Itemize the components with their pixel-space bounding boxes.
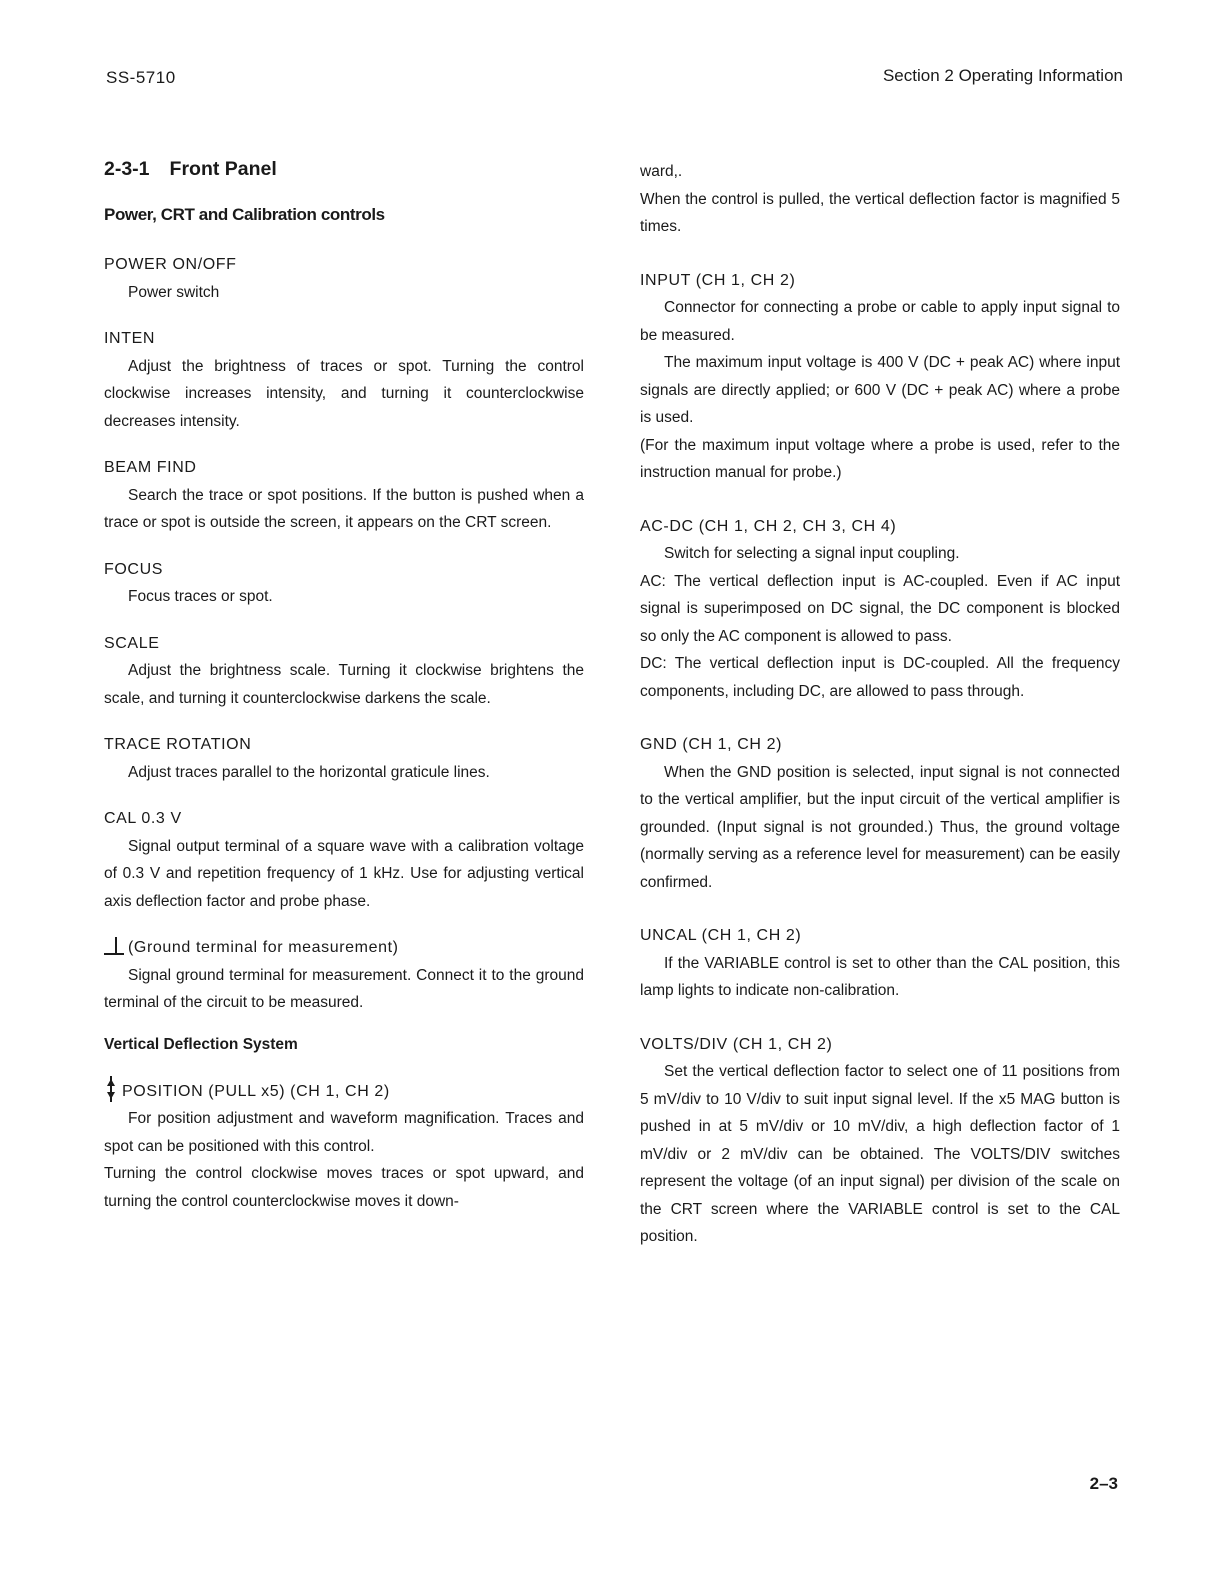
entry-term: VOLTS/DIV (CH 1, CH 2)	[640, 1035, 833, 1053]
entry-gnd	[640, 731, 1120, 896]
entry-body: If the VARIABLE control is set to other than the CAL position, this lamp lights to indicate non-calibration.	[640, 954, 1120, 999]
entry-body: Set the vertical deflection factor to select one of 11 positions from 5 mV/div to 10 V/div to suit input signal level. If the x5 MAG button is pushed in at 5 mV/div or 10 mV/div, a high deflection factor of 1 mV/div or 2 mV/div can be obtained. The VOLTS/DIV switches represent the voltage (of an input signal) per division of the scale on the CRT screen where the VARIABLE control is set to the CAL position.	[640, 1063, 1120, 1245]
entry-body: Switch for selecting a signal input coupling.	[664, 545, 960, 562]
entry-body: Adjust traces parallel to the horizontal graticule lines.	[128, 763, 490, 781]
entry-continuation	[640, 158, 1120, 241]
entry-cal	[104, 805, 584, 915]
entry-term: INTEN	[104, 330, 155, 347]
entry-body: DC: The vertical deflection input is DC-coupled. All the frequency components, including DC, are allowed to pass through.	[640, 655, 1120, 700]
entry-acdc	[640, 513, 1120, 706]
section-heading	[104, 158, 584, 181]
continuation-text: When the control is pulled, the vertical deflection factor is magnified 5 times.	[640, 190, 1120, 235]
entry-inten	[104, 325, 584, 435]
entry-term: TRACE ROTATION	[104, 736, 252, 753]
entry-ground	[104, 934, 584, 1017]
entry-body: Turning the control clockwise moves traces or spot upward, and turning the control counterclockwise moves it down-	[104, 1165, 584, 1210]
entry-term: POWER ON/OFF	[104, 256, 237, 273]
entry-term: SCALE	[104, 634, 160, 652]
entry-position	[104, 1076, 584, 1216]
entry-body: Adjust the brightness scale. Turning it clockwise brightens the scale, and turning it counterclockwise darkens the scale.	[104, 662, 584, 707]
entry-body: The maximum input voltage is 400 V (DC + peak AC) where input signals are directly applied; or 600 V (DC + peak AC) where a probe is used.	[640, 354, 1120, 426]
entry-volts-div	[640, 1031, 1120, 1251]
entry-body: Signal ground terminal for measurement. Connect it to the ground terminal of the circuit to be measured.	[104, 966, 584, 1011]
entry-body: When the GND position is selected, input signal is not connected to the vertical amplifier, but the input circuit of the vertical amplifier is grounded. (Input signal is not grounded.) Thus, the ground voltage (normally serving as a reference level for measurement) can be easily confirmed.	[640, 763, 1120, 891]
entry-body: Signal output terminal of a square wave with a calibration voltage of 0.3 V and repetition frequency of 1 kHz. Use for adjusting vertical axis deflection factor and probe phase.	[104, 837, 584, 910]
position-arrows-icon	[104, 1076, 118, 1102]
vertical-heading: Vertical Deflection System	[104, 1035, 298, 1053]
entry-trace-rotation	[104, 731, 584, 786]
entry-body: Search the trace or spot positions. If the button is pushed when a trace or spot is outside the screen, it appears on the CRT screen.	[104, 486, 584, 531]
section-number: 2-3-1	[104, 158, 150, 180]
continuation-text: ward,.	[640, 163, 683, 180]
right-column	[640, 158, 1120, 1270]
ground-symbol-icon	[104, 937, 124, 955]
entry-term-row	[104, 1076, 584, 1106]
entry-term: POSITION (PULL x5) (CH 1, CH 2)	[122, 1082, 390, 1100]
entry-term: BEAM FIND	[104, 459, 197, 476]
entry-term: FOCUS	[104, 560, 163, 578]
entry-term: (Ground terminal for measurement)	[128, 939, 399, 956]
entry-body: For position adjustment and waveform magnification. Traces and spot can be positioned with this control.	[104, 1110, 584, 1155]
entry-beam-find	[104, 454, 584, 537]
entry-body: Power switch	[128, 283, 220, 301]
entry-term-row	[104, 934, 584, 962]
entry-body: (For the maximum input voltage where a probe is used, refer to the instruction manual for probe.)	[640, 436, 1120, 481]
entry-term: CAL 0.3 V	[104, 810, 182, 827]
entry-power	[104, 251, 584, 306]
entry-body: Focus traces or spot.	[128, 588, 273, 605]
entry-term: GND (CH 1, CH 2)	[640, 736, 783, 753]
entry-term: INPUT (CH 1, CH 2)	[640, 271, 796, 289]
entry-term: UNCAL (CH 1, CH 2)	[640, 927, 802, 944]
entry-term: AC-DC (CH 1, CH 2, CH 3, CH 4)	[640, 517, 897, 535]
entry-body: Connector for connecting a probe or cable to apply input signal to be measured.	[640, 299, 1120, 344]
entry-focus	[104, 556, 584, 611]
entry-uncal	[640, 922, 1120, 1005]
entry-input	[640, 267, 1120, 487]
page-number: 2–3	[1089, 1474, 1118, 1493]
left-column	[104, 158, 584, 1234]
subheading: Power, CRT and Calibration controls	[104, 205, 385, 224]
entry-body: Adjust the brightness of traces or spot. Turning the control clockwise increases intensity, and turning it counterclockwise decreases intensity.	[104, 357, 584, 430]
entry-scale	[104, 630, 584, 713]
entry-body: AC: The vertical deflection input is AC-coupled. Even if AC input signal is superimposed on DC signal, the DC component is blocked so only the AC component is allowed to pass.	[640, 572, 1120, 645]
section-title: Section 2 Operating Information	[882, 66, 1123, 85]
section-heading-title: Front Panel	[169, 158, 277, 180]
model-number: SS-5710	[106, 68, 176, 87]
